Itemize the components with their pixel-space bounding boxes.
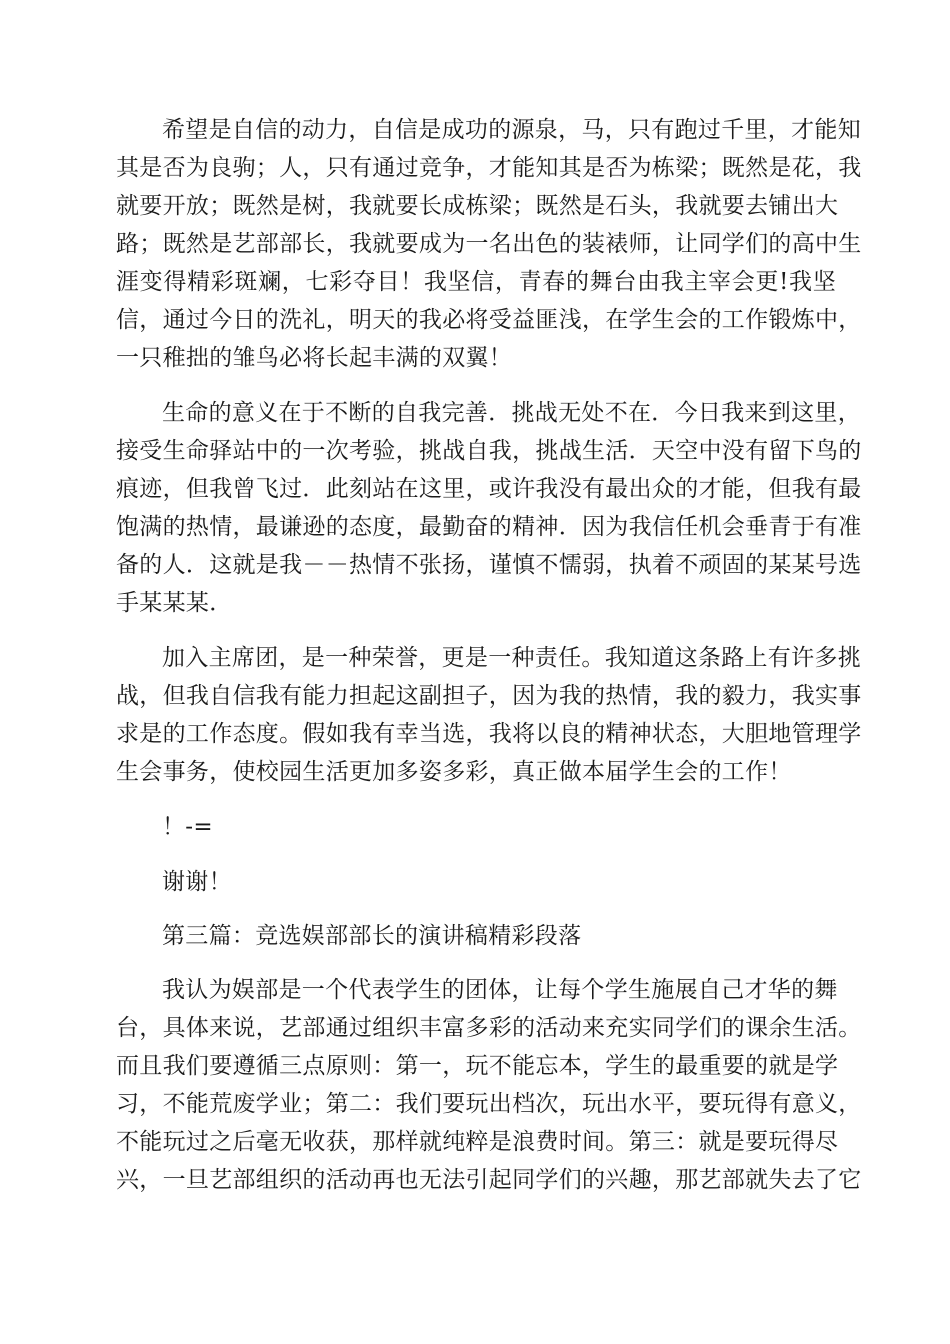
thanks-line: 谢谢！ [162, 869, 232, 895]
paragraph-line: 不能玩过之后毫无收获，那样就纯粹是浪费时间。第三：就是要玩得尽 [116, 1129, 839, 1155]
paragraph-line: 饱满的热情，最谦逊的态度，最勤奋的精神．因为我信任机会垂青于有准 [116, 514, 862, 540]
paragraph-line: 备的人．这就是我－－热情不张扬，谨慎不懦弱，执着不顽固的某某号选 [116, 552, 862, 578]
paragraph-line: 就要开放；既然是树，我就要长成栋梁；既然是石头，我就要去铺出大 [116, 193, 839, 219]
paragraph-line: 手某某某． [116, 590, 233, 616]
paragraph-line: 加入主席团，是一种荣誉，更是一种责任。我知道这条路上有许多挑 [162, 645, 861, 671]
paragraph-line: 求是的工作态度。假如我有幸当选，我将以良的精神状态，大胆地管理学 [116, 721, 862, 747]
paragraph-line: 习，不能荒废学业；第二：我们要玩出档次，玩出水平，要玩得有意义， [116, 1091, 862, 1117]
paragraph-line: 兴，一旦艺部组织的活动再也无法引起同学们的兴趣，那艺部就失去了它 [116, 1167, 862, 1193]
paragraph-line: 痕迹，但我曾飞过．此刻站在这里，或许我没有最出众的才能，但我有最 [116, 476, 862, 502]
paragraph-line: 涯变得精彩斑斓，七彩夺目！我坚信，青春的舞台由我主宰会更!我坚 [116, 269, 836, 295]
paragraph-line: 我认为娱部是一个代表学生的团体，让每个学生施展自己才华的舞 [162, 977, 838, 1003]
text-fragment: ！-= [162, 814, 213, 840]
paragraph-line: 一只稚拙的雏鸟必将长起丰满的双翼！ [116, 345, 513, 371]
paragraph-line: 而且我们要遵循三点原则：第一，玩不能忘本，学生的最重要的就是学 [116, 1053, 839, 1079]
paragraph-line: 信，通过今日的洗礼，明天的我必将受益匪浅，在学生会的工作锻炼中， [116, 307, 862, 333]
paragraph-line: 路；既然是艺部部长，我就要成为一名出色的装裱师，让同学们的高中生 [116, 231, 862, 257]
paragraph-line: 战，但我自信我有能力担起这副担子，因为我的热情，我的毅力，我实事 [116, 683, 862, 709]
paragraph-line: 接受生命驿站中的一次考验，挑战自我，挑战生活．天空中没有留下鸟的 [116, 438, 862, 464]
paragraph-line: 生命的意义在于不断的自我完善．挑战无处不在．今日我来到这里， [162, 400, 861, 426]
paragraph-line: 台，具体来说，艺部通过组织丰富多彩的活动来充实同学们的课余生活。 [116, 1015, 862, 1041]
paragraph-line: 生会事务，使校园生活更加多姿多彩，真正做本届学生会的工作！ [116, 759, 792, 785]
paragraph-line: 其是否为良驹；人，只有通过竞争，才能知其是否为栋梁；既然是花，我 [116, 155, 862, 181]
paragraph-line: 希望是自信的动力，自信是成功的源泉，马，只有跑过千里，才能知 [162, 117, 861, 143]
section-heading: 第三篇：竞选娱部部长的演讲稿精彩段落 [162, 923, 582, 949]
